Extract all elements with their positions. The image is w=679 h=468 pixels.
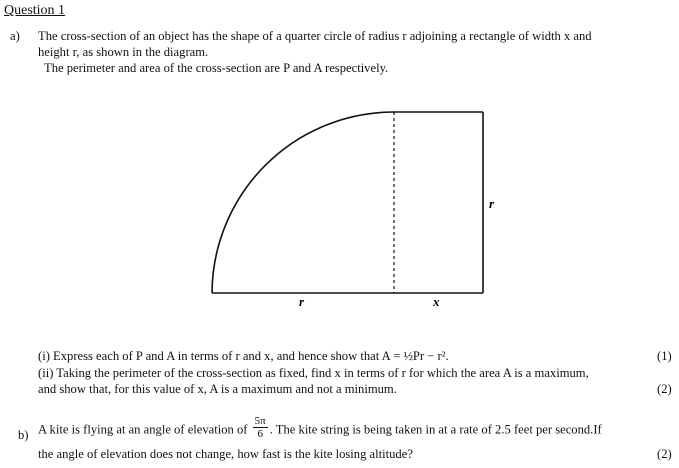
part-b-text-after: . The kite string is being taken in at a rate of 2.5 feet per second.If	[269, 422, 602, 437]
subpart-i-text: (i) Express each of P and A in terms of r and x, and hence show that A = ½Pr − r².	[38, 349, 449, 363]
subpart-i-mark: (1)	[657, 349, 672, 363]
angle-denominator: 6	[257, 428, 263, 440]
part-b-line-1	[38, 415, 602, 440]
label-r-bottom: r	[299, 294, 305, 309]
subpart-ii-line-2: and show that, for this value of x, A is a maximum and not a minimum.	[38, 382, 397, 396]
part-a-line-1: The cross-section of an object has the shape of a quarter circle of radius r adjoining a rectangle of width x and	[38, 29, 592, 43]
part-b-line-2: the angle of elevation does not change, how fast is the kite losing altitude?	[38, 447, 413, 461]
part-b-mark: (2)	[657, 447, 672, 461]
subpart-ii-line-1: (ii) Taking the perimeter of the cross-section as fixed, find x in terms of r for which the area A is a maximum,	[38, 366, 589, 380]
part-b-text-before: A kite is flying at an angle of elevation of	[38, 422, 248, 437]
part-b-label: b)	[18, 428, 29, 442]
angle-fraction	[253, 415, 268, 440]
subpart-ii-mark: (2)	[657, 382, 672, 396]
quarter-circle-arc	[212, 112, 394, 293]
label-r-right: r	[489, 196, 495, 211]
angle-numerator: 5π	[254, 415, 266, 427]
question-title: Question 1	[4, 3, 66, 18]
part-a-line-2: height r, as shown in the diagram.	[38, 45, 209, 59]
label-x-bottom: x	[433, 294, 440, 309]
part-a-line-3: The perimeter and area of the cross-section are P and A respectively.	[44, 61, 389, 75]
part-a-label: a)	[10, 29, 20, 43]
